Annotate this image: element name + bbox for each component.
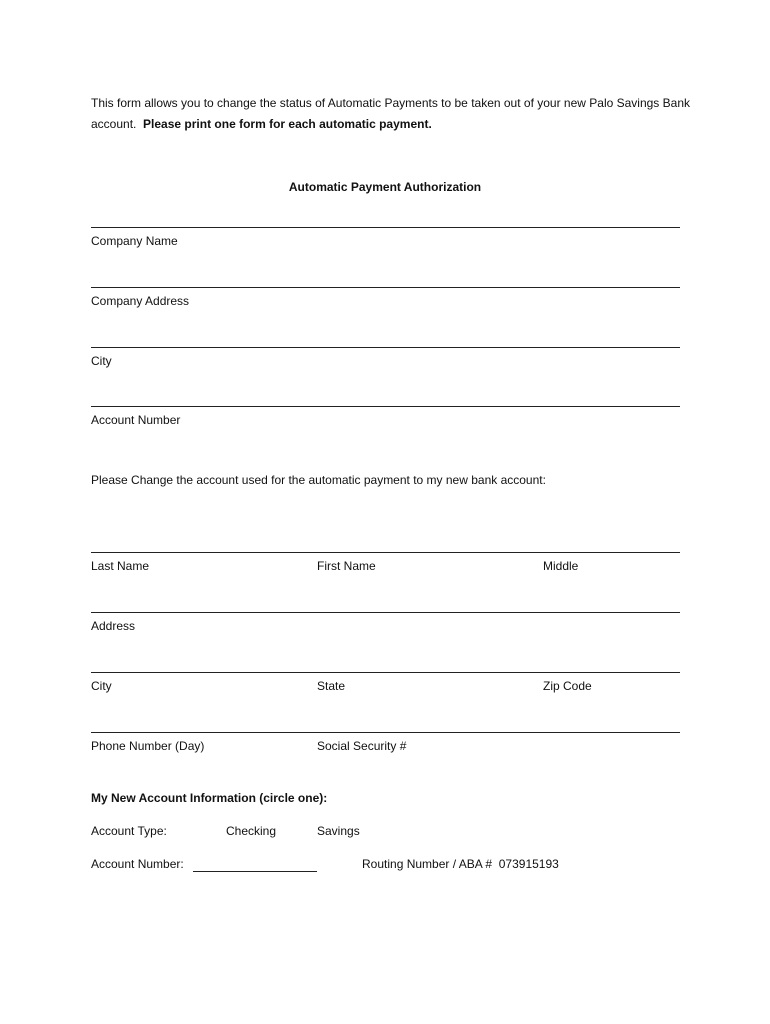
company-address-line[interactable] — [91, 287, 680, 288]
account-type-label: Account Type: — [91, 824, 167, 838]
account-number-label: Account Number — [91, 413, 181, 427]
state-label: State — [317, 679, 346, 693]
ssn-label: Social Security # — [317, 739, 407, 753]
address-line[interactable] — [91, 612, 680, 613]
last-name-label: Last Name — [91, 559, 150, 573]
company-name-line[interactable] — [91, 227, 680, 228]
company-address-label: Company Address — [91, 294, 190, 308]
zip-code-label: Zip Code — [543, 679, 592, 693]
first-name-label: First Name — [317, 559, 376, 573]
company-city-line[interactable] — [91, 347, 680, 348]
intro-bold-text: Please print one form for each automatic payment. — [143, 117, 432, 131]
account-number-line[interactable] — [91, 406, 680, 407]
new-account-number-label: Account Number: — [91, 857, 184, 871]
intro-text: This form allows you to change the status of Automatic Payments to be taken out of your new Palo Savings Bank account. — [91, 96, 690, 131]
form-title: Automatic Payment Authorization — [288, 180, 482, 194]
change-instruction: Please Change the account used for the automatic payment to my new bank account: — [91, 473, 546, 487]
address-label: Address — [91, 619, 136, 633]
new-account-number-field[interactable] — [193, 871, 317, 872]
intro-paragraph — [91, 93, 691, 135]
checking-option[interactable]: Checking — [226, 824, 277, 838]
name-line[interactable] — [91, 552, 680, 553]
city-state-zip-line[interactable] — [91, 672, 680, 673]
savings-option[interactable]: Savings — [317, 824, 360, 838]
company-name-label: Company Name — [91, 234, 178, 248]
phone-number-label: Phone Number (Day) — [91, 739, 205, 753]
company-city-label: City — [91, 354, 112, 368]
new-account-heading: My New Account Information (circle one): — [91, 791, 328, 805]
phone-ssn-line[interactable] — [91, 732, 680, 733]
middle-name-label: Middle — [543, 559, 579, 573]
routing-number-text — [362, 857, 559, 871]
routing-number-label: Routing Number / ABA # — [362, 857, 493, 871]
city-label: City — [91, 679, 112, 693]
routing-number-value: 073915193 — [498, 857, 559, 871]
